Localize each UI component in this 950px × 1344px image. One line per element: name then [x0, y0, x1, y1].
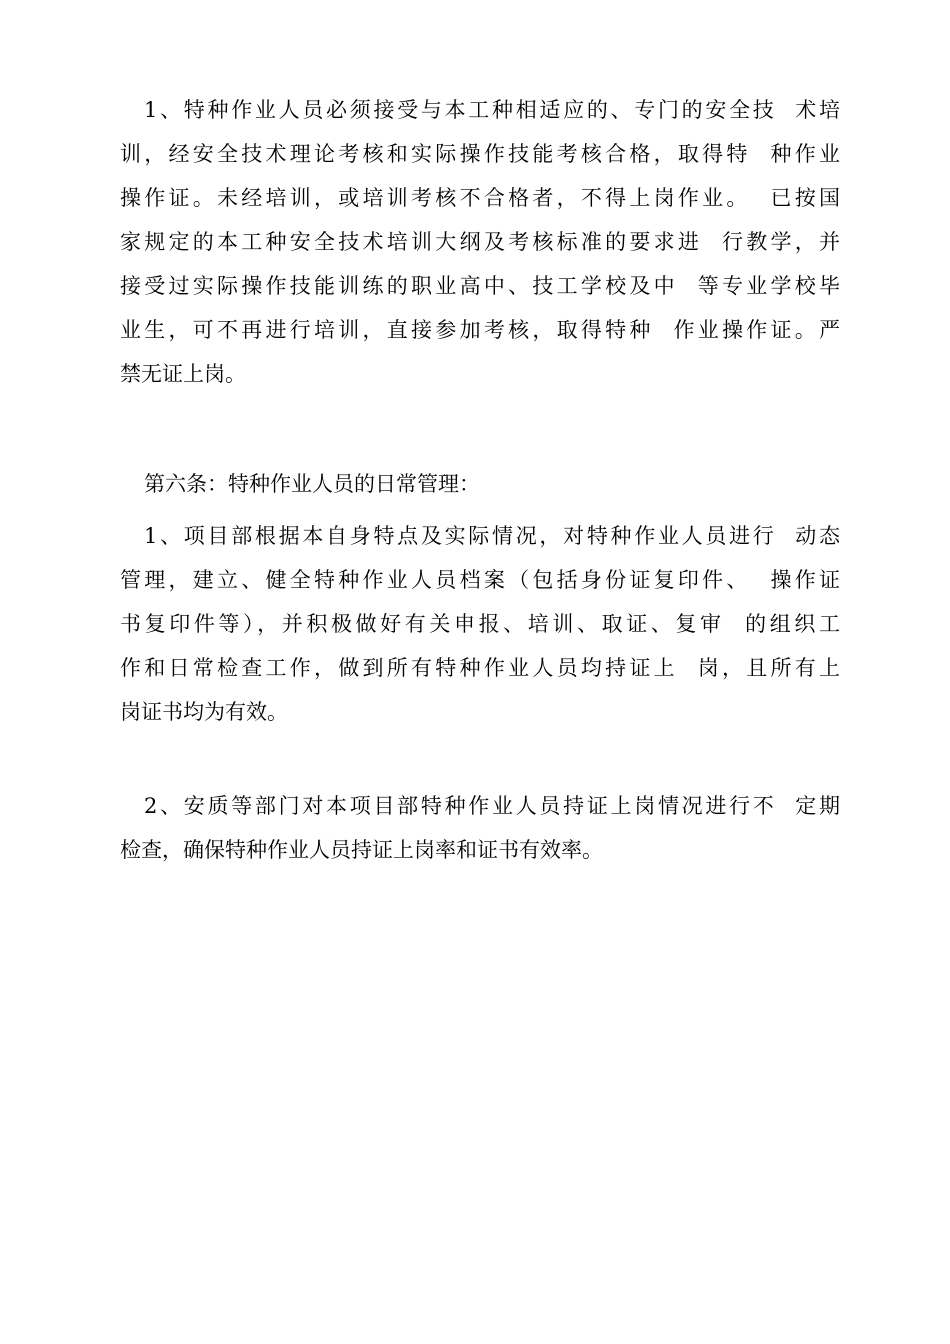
paragraph-line: 家规定的本工种安全技术培训大纲及考核标准的要求进 行教学，并: [120, 230, 840, 254]
paragraph-line: 检查，确保特种作业人员持证上岗率和证书有效率。: [120, 838, 603, 862]
paragraph-line: 岗证书均为有效。: [120, 700, 288, 724]
paragraph-line: 2、安质等部门对本项目部特种作业人员持证上岗情况进行不 定期: [144, 794, 840, 818]
paragraph-line: 操作证。未经培训，或培训考核不合格者，不得上岗作业。 已按国: [120, 186, 840, 210]
paragraph-line: 训，经安全技术理论考核和实际操作技能考核合格，取得特 种作业: [120, 142, 840, 166]
paragraph-line: 作和日常检查工作，做到所有特种作业人员均持证上 岗，且所有上: [120, 656, 840, 680]
paragraph-line: 第六条：特种作业人员的日常管理：: [144, 472, 480, 496]
paragraph-3: [120, 514, 840, 734]
paragraph-line: 管理，建立、健全特种作业人员档案（包括身份证复印件、 操作证: [120, 568, 840, 592]
paragraph-4: [120, 784, 840, 872]
paragraph-line: 禁无证上岗。: [120, 362, 246, 386]
paragraph-line: 业生，可不再进行培训，直接参加考核，取得特种 作业操作证。严: [120, 318, 840, 342]
article-6-heading: [120, 462, 840, 506]
paragraph-line: 1、项目部根据本自身特点及实际情况，对特种作业人员进行 动态: [144, 524, 840, 548]
paragraph-line: 书复印件等），并积极做好有关申报、培训、取证、复审 的组织工: [120, 612, 840, 636]
paragraph-1: [120, 88, 840, 396]
paragraph-line: 1、特种作业人员必须接受与本工种相适应的、专门的安全技 术培: [144, 98, 840, 122]
paragraph-line: 接受过实际操作技能训练的职业高中、技工学校及中 等专业学校毕: [120, 274, 840, 298]
